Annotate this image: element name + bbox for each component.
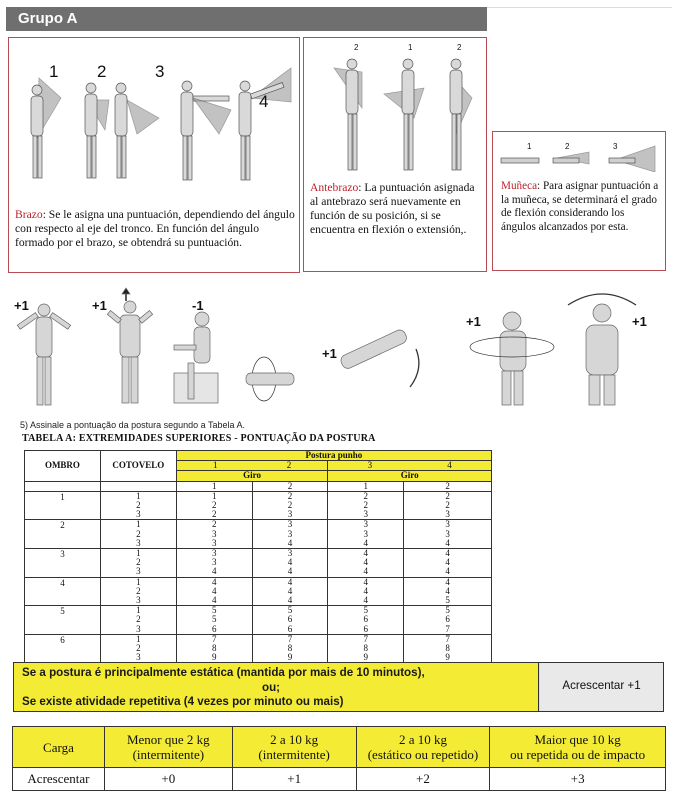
- score-value: 4: [363, 548, 369, 559]
- score-cell: [252, 491, 328, 520]
- score-value: 6: [211, 623, 217, 634]
- giro-spacer-1: [25, 481, 101, 491]
- modifier-arm-cross: +1: [632, 314, 647, 329]
- score-value: 4: [211, 566, 217, 577]
- score-value: 3: [287, 519, 293, 530]
- score-value: 1: [211, 490, 217, 501]
- score-value: 4: [445, 566, 450, 577]
- muneca-term: Muñeca: [501, 180, 538, 192]
- cotovelo-cell: [100, 491, 176, 520]
- score-cell: [176, 634, 252, 663]
- score-value: 2: [211, 519, 217, 530]
- modifier-arm-up: +1: [14, 298, 29, 313]
- section-header: [6, 7, 487, 31]
- table-row: [25, 634, 492, 663]
- muneca-description: [501, 180, 661, 234]
- score-value: 4: [445, 576, 450, 587]
- score-value: 2: [287, 500, 293, 511]
- cotovelo-value: 2: [136, 585, 141, 596]
- arm-crossing-figure: [568, 294, 636, 405]
- carga-header-0: Carga: [13, 727, 105, 768]
- carga-header-4: Maior que 10 kg ou repetida ou de impacto: [490, 727, 666, 768]
- arm-figure-2: [85, 83, 159, 178]
- modifier-arm-supported: -1: [192, 298, 204, 313]
- score-value: 7: [445, 623, 450, 634]
- table-row: [25, 606, 492, 635]
- carga-header-1: Menor que 2 kg (intermitente): [104, 727, 232, 768]
- shoulder-raised-figure: [107, 288, 152, 403]
- ombro-cell: 1: [25, 491, 101, 520]
- score-cell: [176, 491, 252, 520]
- punho-header-1-2: [176, 461, 328, 471]
- cotovelo-value: 2: [136, 528, 141, 539]
- supported-arm-figure: [174, 312, 218, 403]
- wrist-number-1: 1: [527, 142, 532, 151]
- cotovelo-value: 1: [136, 605, 141, 616]
- modifier-trunk-twist: +1: [466, 314, 481, 329]
- static-line-3: Se existe atividade repetitiva (4 vezes por minuto ou mais): [22, 695, 344, 708]
- score-cell: [328, 491, 404, 520]
- score-value: 8: [445, 643, 450, 654]
- punho-1: 1: [212, 460, 218, 471]
- score-value: 3: [363, 519, 369, 530]
- score-value: 4: [445, 585, 450, 596]
- score-value: 3: [445, 509, 450, 520]
- score-cell: [252, 577, 328, 606]
- punho-4: 4: [447, 460, 452, 471]
- brazo-panel: [8, 37, 300, 273]
- score-value: 4: [445, 537, 450, 548]
- score-value: 4: [445, 557, 450, 568]
- score-value: 4: [211, 595, 217, 606]
- antebrazo-description: [310, 181, 482, 237]
- punho-2: 2: [286, 460, 292, 471]
- cotovelo-value: 1: [136, 490, 141, 501]
- brazo-term: Brazo: [15, 208, 43, 221]
- cotovelo-cell: [100, 549, 176, 578]
- wrist-deviation-figure: [246, 328, 419, 401]
- trunk-twist-figure: [470, 312, 554, 405]
- score-value: 4: [287, 585, 293, 596]
- score-cell: [404, 491, 492, 520]
- table-a-title: TABELA A: EXTREMIDADES SUPERIORES - PONTUAÇÃO DA POSTURA: [22, 433, 376, 444]
- score-cell: [404, 520, 492, 549]
- modifier-arm-raised: +1: [92, 298, 107, 313]
- score-cell: [176, 549, 252, 578]
- abducted-arms-figure: [17, 304, 70, 405]
- score-value: 6: [363, 614, 369, 625]
- score-value: 4: [363, 537, 369, 548]
- brazo-text: : Se le asigna una puntuación, dependiendo del ángulo con respecto al eje del tronco. En función del ángulo formado por el brazo, se obtendrá su puntuación.: [15, 208, 295, 249]
- score-cell: [404, 606, 492, 635]
- header-ombro: OMBRO: [25, 451, 101, 482]
- score-value: 4: [363, 557, 369, 568]
- punho-header-3-4: [328, 461, 492, 471]
- table-a-caption: 5) Assinale a pontuação da postura segundo a Tabela A.: [20, 420, 246, 430]
- score-value: 3: [211, 557, 217, 568]
- score-cell: [328, 606, 404, 635]
- ombro-cell: 3: [25, 549, 101, 578]
- score-value: 3: [211, 537, 217, 548]
- score-value: 4: [211, 585, 217, 596]
- figure-number-1: 1: [49, 62, 59, 81]
- static-line-1: Se a postura é principalmente estática (mantida por mais de 10 minutos),: [22, 666, 425, 679]
- carga-header-3: 2 a 10 kg (estático ou repetido): [356, 727, 490, 768]
- score-value: 2: [445, 490, 450, 501]
- score-value: 6: [363, 623, 369, 634]
- giro-value: 2: [404, 481, 492, 491]
- score-cell: [328, 634, 404, 663]
- score-value: 5: [287, 605, 293, 616]
- score-value: 4: [363, 566, 369, 577]
- table-a-body: [25, 491, 492, 663]
- score-value: 4: [287, 557, 293, 568]
- cotovelo-cell: [100, 520, 176, 549]
- score-value: 5: [363, 605, 369, 616]
- arm-figure-1: [31, 78, 61, 178]
- antebrazo-panel: [303, 37, 487, 272]
- score-value: 9: [363, 652, 369, 663]
- ombro-cell: 2: [25, 520, 101, 549]
- forearm-number-1: 1: [408, 43, 413, 52]
- carga-value-0: Acrescentar: [13, 768, 105, 791]
- score-value: 3: [287, 548, 293, 559]
- figure-number-4: 4: [259, 92, 269, 111]
- score-cell: [328, 520, 404, 549]
- muneca-panel: [492, 131, 666, 271]
- carga-value-2: +1: [232, 768, 356, 791]
- carga-table: [12, 726, 666, 791]
- table-row: [25, 577, 492, 606]
- carga-value-4: +3: [490, 768, 666, 791]
- score-value: 3: [363, 528, 369, 539]
- ombro-cell: 4: [25, 577, 101, 606]
- cotovelo-value: 2: [136, 500, 141, 511]
- antebrazo-text: : La puntuación asignada al antebrazo será nuevamente en función de su posición, si se encuentra en flexión o extensión,.: [310, 181, 475, 236]
- cotovelo-value: 2: [136, 643, 141, 654]
- carga-value-3: +2: [356, 768, 490, 791]
- table-a: [24, 450, 492, 663]
- score-value: 2: [363, 490, 369, 501]
- cotovelo-cell: [100, 577, 176, 606]
- score-cell: [328, 577, 404, 606]
- score-value: 6: [445, 614, 450, 625]
- score-value: 5: [445, 595, 450, 606]
- cotovelo-value: 1: [136, 576, 141, 587]
- score-value: 4: [287, 566, 293, 577]
- static-posture-score: [540, 663, 663, 711]
- giro-header-b: Giro: [328, 471, 492, 481]
- header-cotovelo: COTOVELO: [100, 451, 176, 482]
- cotovelo-value: 1: [136, 519, 141, 530]
- giro-value: 2: [252, 481, 328, 491]
- score-value: 7: [363, 633, 369, 644]
- score-value: 4: [445, 548, 450, 559]
- score-value: 9: [287, 652, 293, 663]
- cotovelo-value: 3: [136, 623, 141, 634]
- figure-number-3: 3: [155, 62, 165, 81]
- cotovelo-value: 2: [136, 557, 141, 568]
- giro-value: 1: [328, 481, 404, 491]
- section-title: Grupo A: [18, 10, 78, 27]
- score-value: 4: [363, 576, 369, 587]
- score-cell: [176, 577, 252, 606]
- score-value: 7: [445, 633, 450, 644]
- score-cell: [404, 549, 492, 578]
- wrist-number-3: 3: [613, 142, 618, 151]
- static-posture-score-label: Acrescentar +1: [562, 679, 641, 692]
- wrist-posture-figures: [493, 132, 665, 172]
- score-value: 9: [211, 652, 217, 663]
- score-cell: [404, 577, 492, 606]
- cotovelo-value: 1: [136, 633, 141, 644]
- muneca-text: : Para asignar puntuación a la muñeca, se determinará el grado de flexión considerando los ángulos alcanzados por esta.: [501, 180, 659, 233]
- cotovelo-value: 3: [136, 652, 141, 663]
- score-cell: [176, 520, 252, 549]
- cotovelo-cell: [100, 606, 176, 635]
- giro-header-a: Giro: [176, 471, 328, 481]
- figure-number-2: 2: [97, 62, 107, 81]
- cotovelo-value: 3: [136, 537, 141, 548]
- table-row: [25, 549, 492, 578]
- score-cell: [252, 606, 328, 635]
- score-value: 4: [287, 595, 293, 606]
- static-posture-conditions: [14, 663, 539, 711]
- score-value: 9: [445, 652, 450, 663]
- carga-header-2: 2 a 10 kg (intermitente): [232, 727, 356, 768]
- score-value: 3: [211, 548, 217, 559]
- score-value: 4: [363, 585, 369, 596]
- cotovelo-value: 2: [136, 614, 141, 625]
- score-cell: [252, 549, 328, 578]
- score-cell: [404, 634, 492, 663]
- score-value: 4: [287, 537, 293, 548]
- score-value: 4: [363, 595, 369, 606]
- score-value: 6: [287, 614, 293, 625]
- score-cell: [252, 520, 328, 549]
- modifier-wrist-deviation: +1: [322, 346, 337, 361]
- score-value: 8: [363, 643, 369, 654]
- score-value: 2: [211, 509, 217, 520]
- score-value: 2: [211, 500, 217, 511]
- score-value: 2: [445, 500, 450, 511]
- forearm-number-2a: 2: [354, 43, 359, 52]
- giro-spacer-2: [100, 481, 176, 491]
- score-cell: [252, 634, 328, 663]
- score-value: 8: [211, 643, 217, 654]
- score-value: 3: [287, 509, 293, 520]
- wrist-number-2: 2: [565, 142, 570, 151]
- header-rule: [487, 7, 672, 8]
- ombro-cell: 5: [25, 606, 101, 635]
- static-line-2: ou;: [262, 681, 281, 694]
- score-value: 3: [211, 528, 217, 539]
- score-value: 3: [287, 528, 293, 539]
- score-value: 8: [287, 643, 293, 654]
- score-value: 3: [445, 519, 450, 530]
- cotovelo-value: 3: [136, 595, 141, 606]
- static-posture-box: [13, 662, 664, 712]
- antebrazo-term: Antebrazo: [310, 181, 359, 194]
- arm-figure-4: [239, 68, 291, 180]
- ombro-cell: 6: [25, 634, 101, 663]
- score-value: 2: [363, 500, 369, 511]
- giro-value: 1: [176, 481, 252, 491]
- cotovelo-value: 3: [136, 566, 141, 577]
- score-value: 3: [445, 528, 450, 539]
- score-cell: [328, 549, 404, 578]
- score-value: 6: [287, 623, 293, 634]
- arm-figure-3: [181, 81, 231, 180]
- score-value: 7: [287, 633, 293, 644]
- score-cell: [176, 606, 252, 635]
- table-row: [25, 520, 492, 549]
- header-postura-punho: Postura punho: [176, 451, 491, 461]
- score-value: 4: [287, 576, 293, 587]
- score-value: 5: [211, 614, 217, 625]
- score-value: 5: [211, 605, 217, 616]
- score-value: 5: [445, 605, 450, 616]
- table-row: [25, 491, 492, 520]
- carga-value-1: +0: [104, 768, 232, 791]
- forearm-posture-figures: [304, 38, 486, 178]
- cotovelo-value: 3: [136, 509, 141, 520]
- punho-3: 3: [367, 460, 373, 471]
- score-value: 7: [211, 633, 217, 644]
- cotovelo-value: 1: [136, 548, 141, 559]
- cotovelo-cell: [100, 634, 176, 663]
- brazo-description: [15, 208, 295, 250]
- score-value: 2: [287, 490, 293, 501]
- score-value: 4: [211, 576, 217, 587]
- score-value: 3: [363, 509, 369, 520]
- forearm-number-2b: 2: [457, 43, 462, 52]
